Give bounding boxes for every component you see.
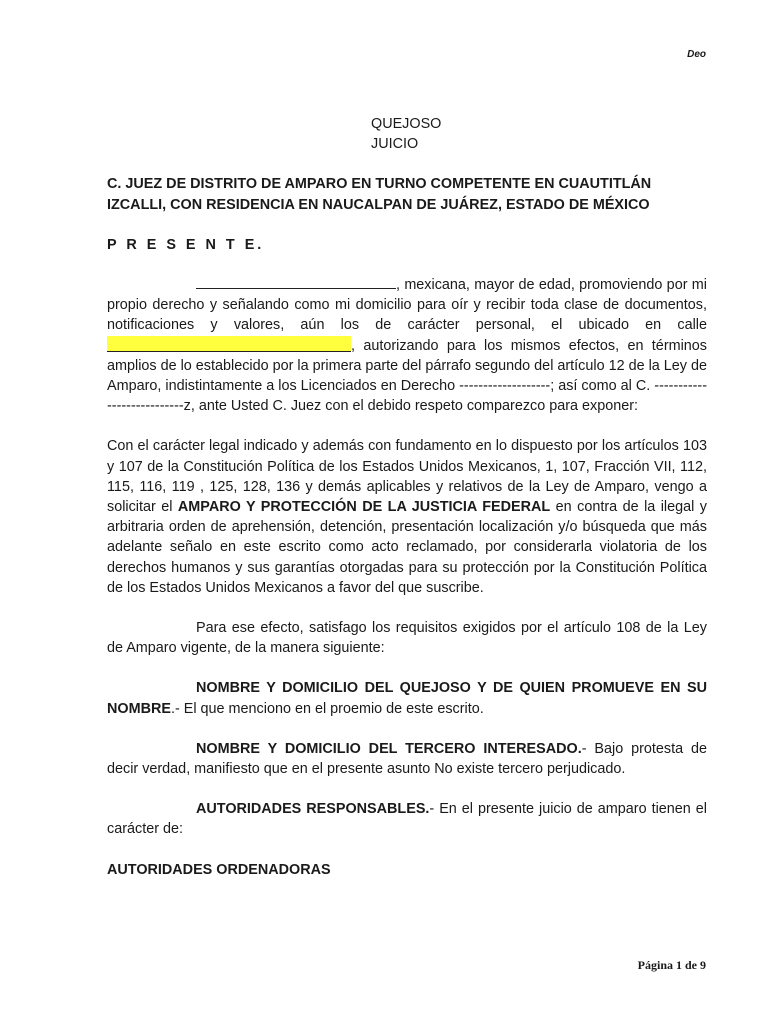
requirement-autoridades	[107, 799, 707, 839]
address-blank-highlighted	[107, 336, 351, 352]
requirement-tercero-heading: NOMBRE Y DOMICILIO DEL TERCERO INTERESADO.	[196, 740, 582, 757]
header-mark: Deo	[687, 49, 706, 60]
paragraph-requisitos: Para ese efecto, satisfago los requisitos exigidos por el artículo 108 de la Ley de Amparo vigente, de la manera siguiente:	[107, 620, 707, 657]
court-addressee	[107, 174, 707, 214]
requirement-tercero-text: - Bajo protesta de decir verdad, manifiesto que en el presente asunto No existe tercero perjudicado.	[107, 740, 707, 778]
fundamento-text-a: Con el carácter legal indicado y además con fundamento en lo dispuesto por los artículos 103 y 107 de la Constitución Política de los Estados Unidos Mexicanos, 1, 107, Fracción VII, 112, 115, 116, 119 , 125, 128, 136 y demás aplicables y relativos de la Ley de Amparo, vengo a solicitar el	[107, 438, 707, 516]
section-autoridades-ordenadoras	[107, 860, 707, 880]
requirement-quejoso	[107, 678, 707, 718]
requirement-quejoso-heading: NOMBRE Y DOMICILIO DEL QUEJOSO Y DE QUIEN PROMUEVE EN SU NOMBRE	[107, 680, 707, 717]
requirement-autoridades-text: - En el presente juicio de amparo tienen el carácter de:	[107, 801, 707, 838]
page-number: Página 1 de 9	[637, 958, 706, 972]
proemio-text-a: , mexicana, mayor de edad, promoviendo por mi propio derecho y señalando como mi domicilio para oír y recibir toda clase de documentos, notificaciones y valores, aún los de carácter personal, el ubicado en calle	[107, 276, 707, 334]
fundamento-text-b: en contra de la ilegal y arbitraria orden de aprehensión, detención, presentación localización y/o búsqueda que más adelante señalo en este escrito como acto reclamado, por considerarla violatoria de los derechos humanos y sus garantías otorgadas para su protección por la Constitución Política de los Estados Unidos Mexicanos a favor del que suscribe.	[107, 499, 707, 596]
case-caption	[371, 114, 707, 154]
presente-heading: P R E S E N T E.	[107, 236, 265, 253]
name-blank	[196, 276, 396, 289]
court-line-2: IZCALLI, CON RESIDENCIA EN NAUCALPAN DE JUÁREZ, ESTADO DE MÉXICO	[107, 196, 650, 213]
requirement-autoridades-heading: AUTORIDADES RESPONSABLES.	[196, 801, 430, 818]
amparo-heading-inline: AMPARO Y PROTECCIÓN DE LA JUSTICIA FEDERAL	[177, 499, 551, 516]
caption-quejoso: QUEJOSO	[371, 116, 442, 132]
paragraph-proemio	[107, 275, 707, 416]
caption-juicio: JUICIO	[371, 136, 419, 153]
court-line-1: C. JUEZ DE DISTRITO DE AMPARO EN TURNO COMPETENTE EN CUAUTITLÁN	[107, 176, 652, 193]
requirement-tercero	[107, 739, 707, 779]
section-heading: AUTORIDADES ORDENADORAS	[107, 861, 331, 878]
paragraph-fundamento	[107, 436, 707, 598]
requirement-quejoso-text: .- El que menciono en el proemio de este escrito.	[170, 700, 484, 717]
document-body	[107, 114, 707, 880]
proemio-text-b: , autorizando para los mismos efectos, en términos amplios de lo establecido por la primera parte del párrafo segundo del artículo 12 de la Ley de Amparo, indistintamente a los Licenciados en Derecho -------------------; así como al C. ---------------------------z, ante Usted C. Juez con el debido respeto comparezco para exponer:	[107, 337, 707, 415]
